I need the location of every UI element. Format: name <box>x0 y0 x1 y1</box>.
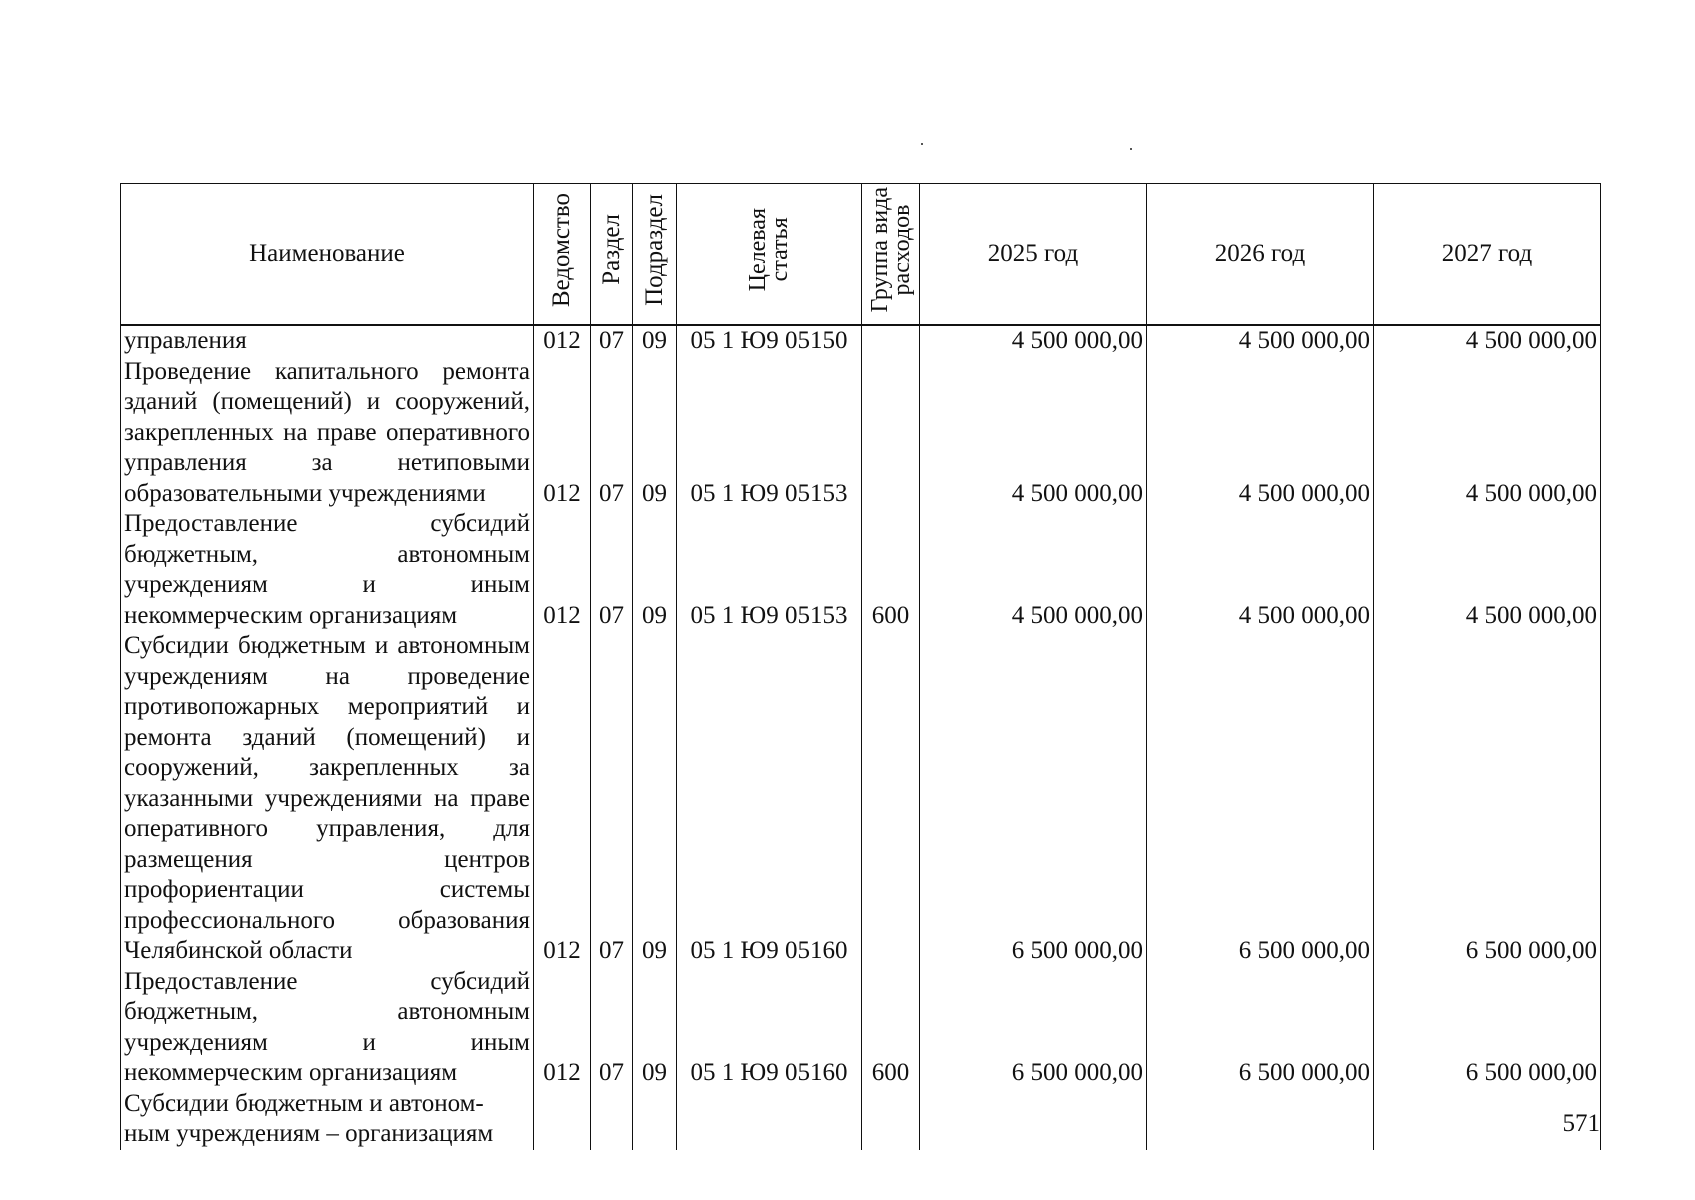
row-section: 07 <box>591 631 633 967</box>
header-target-article: Целевая статья <box>677 184 862 326</box>
page-number: 571 <box>1562 1110 1600 1137</box>
row-expense-group <box>862 1089 920 1150</box>
table-row <box>121 967 1601 1089</box>
row-section: 07 <box>591 967 633 1089</box>
row-2025: 4 500 000,00 <box>920 325 1147 357</box>
row-2025: 4 500 000,00 <box>920 509 1147 631</box>
header-2027: 2027 год <box>1374 184 1601 326</box>
header-name: Наименование <box>121 184 534 326</box>
row-2027: 4 500 000,00 <box>1374 325 1601 357</box>
row-target-article: 05 1 Ю9 05153 <box>677 357 862 510</box>
row-subsection: 09 <box>633 967 677 1089</box>
header-department: Ведомство <box>534 184 591 326</box>
row-expense-group: 600 <box>862 967 920 1089</box>
scan-speck <box>1130 148 1132 150</box>
row-2026: 4 500 000,00 <box>1147 357 1374 510</box>
row-2027: 4 500 000,00 <box>1374 357 1601 510</box>
row-department: 012 <box>534 967 591 1089</box>
row-expense-group <box>862 631 920 967</box>
row-2026: 4 500 000,00 <box>1147 325 1374 357</box>
row-2027: 4 500 000,00 <box>1374 509 1601 631</box>
row-department: 012 <box>534 509 591 631</box>
row-expense-group <box>862 357 920 510</box>
row-2025 <box>920 1089 1147 1150</box>
row-name: Предоставление субсидий бюджетным, автономным учреждениям и иным некоммерческим организациям <box>121 509 534 631</box>
row-2026: 6 500 000,00 <box>1147 631 1374 967</box>
table-row <box>121 325 1601 357</box>
budget-table <box>120 183 1601 1150</box>
row-name <box>121 1089 534 1150</box>
row-subsection: 09 <box>633 325 677 357</box>
header-section: Раздел <box>591 184 633 326</box>
row-section: 07 <box>591 509 633 631</box>
row-2026: 6 500 000,00 <box>1147 967 1374 1089</box>
row-section: 07 <box>591 325 633 357</box>
header-subsection: Подраздел <box>633 184 677 326</box>
row-name: Субсидии бюджетным и автономным учреждениям на проведение противопожарных мероприятий и ремонта зданий (помещений) и сооружений, закрепленных за указанными учреждениями на праве оперативного управления, для размещения центров профориентации системы профессионального образования Челябинской области <box>121 631 534 967</box>
row-name: Проведение капитального ремонта зданий (помещений) и сооружений, закрепленных на праве оперативного управления за нетиповыми образовательными учреждениями <box>121 357 534 510</box>
row-expense-group <box>862 325 920 357</box>
row-department: 012 <box>534 325 591 357</box>
row-section: 07 <box>591 357 633 510</box>
row-2025: 4 500 000,00 <box>920 357 1147 510</box>
table-row <box>121 509 1601 631</box>
row-subsection: 09 <box>633 509 677 631</box>
row-name: управления <box>121 325 534 357</box>
row-subsection: 09 <box>633 631 677 967</box>
continued-line: Субсидии бюджетным и автоном- <box>124 1089 484 1117</box>
row-target-article: 05 1 Ю9 05160 <box>677 631 862 967</box>
row-2027: 6 500 000,00 <box>1374 967 1601 1089</box>
row-2027: 6 500 000,00 <box>1374 631 1601 967</box>
table-row <box>121 357 1601 510</box>
table-row-continued <box>121 1089 1601 1150</box>
row-subsection <box>633 1089 677 1150</box>
row-name: Предоставление субсидий бюджетным, автономным учреждениям и иным некоммерческим организациям <box>121 967 534 1089</box>
row-section <box>591 1089 633 1150</box>
header-expense-group: Группа вида расходов <box>862 184 920 326</box>
row-2025: 6 500 000,00 <box>920 967 1147 1089</box>
row-2026: 4 500 000,00 <box>1147 509 1374 631</box>
header-row <box>121 184 1601 326</box>
row-department <box>534 1089 591 1150</box>
table-row <box>121 631 1601 967</box>
row-target-article: 05 1 Ю9 05160 <box>677 967 862 1089</box>
scan-speck <box>921 143 923 145</box>
continued-line: ным учреждениям – организациям <box>124 1120 494 1147</box>
header-2026: 2026 год <box>1147 184 1374 326</box>
row-target-article <box>677 1089 862 1150</box>
row-2025: 6 500 000,00 <box>920 631 1147 967</box>
row-expense-group: 600 <box>862 509 920 631</box>
row-subsection: 09 <box>633 357 677 510</box>
row-target-article: 05 1 Ю9 05153 <box>677 509 862 631</box>
header-2025: 2025 год <box>920 184 1147 326</box>
row-department: 012 <box>534 357 591 510</box>
row-department: 012 <box>534 631 591 967</box>
row-target-article: 05 1 Ю9 05150 <box>677 325 862 357</box>
row-2026 <box>1147 1089 1374 1150</box>
